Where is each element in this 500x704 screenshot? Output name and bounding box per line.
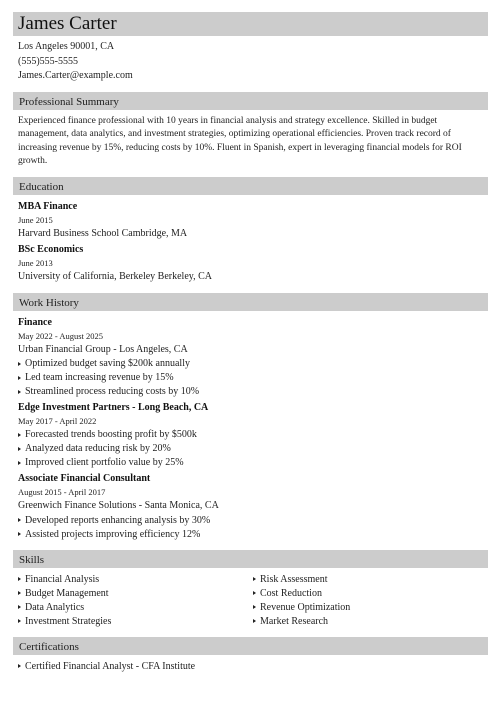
certification-text: Certified Financial Analyst - CFA Institute bbox=[25, 660, 196, 672]
degree: BSc Economics bbox=[18, 244, 84, 255]
work-block bbox=[13, 316, 488, 542]
summary-text: Experienced finance professional with 10 years in financial analysis and strategy excellence. Skilled in budget management, data analytics, and investment strategies, optimizing operational efficiencies. Proven track record of increasing revenue by 15%, reducing costs by 10%. Fluent in Spanish, expert in leveraging financial models for ROI growth. bbox=[18, 115, 462, 166]
bullet-icon bbox=[18, 362, 21, 366]
skills-section-header bbox=[13, 550, 488, 568]
skill-text: Market Research bbox=[260, 615, 329, 627]
work-section-header bbox=[13, 293, 488, 311]
address: Los Angeles 90001, CA bbox=[18, 41, 115, 52]
skill-item bbox=[18, 587, 253, 601]
skill-text: Investment Strategies bbox=[25, 615, 112, 627]
phone: (555)555-5555 bbox=[18, 55, 78, 67]
job-dates: May 2022 - August 2025 bbox=[18, 330, 103, 341]
bullet-item bbox=[18, 428, 488, 442]
bullet-icon bbox=[18, 577, 21, 581]
bullet-icon bbox=[253, 619, 256, 623]
job-company: Greenwich Finance Solutions - Santa Monica, CA bbox=[18, 500, 219, 511]
candidate-name: James Carter bbox=[18, 13, 117, 34]
skill-text: Data Analytics bbox=[25, 601, 85, 613]
skill-item bbox=[253, 573, 488, 587]
job-title: Finance bbox=[18, 316, 52, 328]
skill-item bbox=[253, 587, 488, 601]
work-heading: Work History bbox=[19, 296, 79, 309]
job-bullets bbox=[18, 357, 488, 399]
job-dates: August 2015 - April 2017 bbox=[18, 487, 106, 497]
school: Harvard Business School Cambridge, MA bbox=[18, 227, 188, 239]
bullet-text: Developed reports enhancing analysis by 30% bbox=[25, 514, 211, 526]
skill-item bbox=[18, 573, 253, 587]
bullet-item bbox=[18, 456, 488, 470]
name-header bbox=[13, 12, 488, 36]
graduation-date: June 2015 bbox=[18, 214, 53, 225]
degree: MBA Finance bbox=[18, 200, 78, 212]
skill-text: Financial Analysis bbox=[25, 573, 100, 585]
certifications-block bbox=[13, 660, 488, 674]
bullet-text: Forecasted trends boosting profit by $500k bbox=[25, 429, 197, 440]
skill-text: Budget Management bbox=[25, 587, 109, 599]
certification-item bbox=[18, 660, 488, 674]
summary-section-header bbox=[13, 92, 488, 110]
job-bullets bbox=[18, 514, 488, 542]
job-bullets bbox=[18, 428, 488, 470]
education-block bbox=[13, 200, 488, 285]
bullet-text: Optimized budget saving $200k annually bbox=[25, 358, 190, 369]
bullet-text: Streamlined process reducing costs by 10% bbox=[25, 386, 200, 397]
skill-text: Revenue Optimization bbox=[260, 601, 351, 613]
email: James.Carter@example.com bbox=[18, 70, 133, 81]
skill-item bbox=[18, 601, 253, 615]
skill-text: Risk Assessment bbox=[260, 573, 328, 585]
education-heading: Education bbox=[19, 180, 64, 193]
bullet-icon bbox=[18, 591, 21, 595]
job-company: Urban Financial Group - Los Angeles, CA bbox=[18, 343, 188, 355]
bullet-icon bbox=[18, 619, 21, 623]
contact-info bbox=[13, 40, 488, 84]
summary-heading: Professional Summary bbox=[19, 95, 119, 108]
graduation-date: June 2013 bbox=[18, 258, 53, 268]
bullet-icon bbox=[253, 605, 256, 609]
bullet-icon bbox=[18, 664, 21, 668]
skills-right-column bbox=[253, 573, 488, 629]
bullet-icon bbox=[18, 447, 21, 451]
school: University of California, Berkeley Berkeley, CA bbox=[18, 271, 213, 282]
certifications-heading: Certifications bbox=[19, 640, 79, 653]
bullet-icon bbox=[253, 591, 256, 595]
bullet-text: Assisted projects improving efficiency 12% bbox=[25, 528, 201, 540]
bullet-icon bbox=[18, 532, 21, 536]
skill-text: Cost Reduction bbox=[260, 587, 322, 599]
bullet-text: Analyzed data reducing risk by 20% bbox=[25, 443, 171, 454]
bullet-icon bbox=[18, 433, 21, 437]
skill-item bbox=[18, 615, 253, 629]
resume-page bbox=[13, 12, 488, 674]
bullet-icon bbox=[18, 461, 21, 465]
bullet-item bbox=[18, 357, 488, 371]
bullet-text: Improved client portfolio value by 25% bbox=[25, 457, 184, 468]
bullet-item bbox=[18, 514, 488, 528]
skills-block bbox=[13, 573, 488, 629]
certification-list bbox=[18, 660, 488, 674]
bullet-icon bbox=[18, 518, 21, 522]
bullet-icon bbox=[18, 390, 21, 394]
bullet-icon bbox=[253, 577, 256, 581]
job-title: Edge Investment Partners - Long Beach, CA bbox=[18, 402, 209, 413]
bullet-item bbox=[18, 442, 488, 456]
bullet-item bbox=[18, 528, 488, 542]
education-section-header bbox=[13, 177, 488, 195]
summary-block bbox=[13, 115, 488, 169]
bullet-icon bbox=[18, 605, 21, 609]
bullet-item bbox=[18, 385, 488, 399]
skills-heading: Skills bbox=[19, 553, 45, 566]
certifications-section-header bbox=[13, 637, 488, 655]
job-dates: May 2017 - April 2022 bbox=[18, 416, 97, 426]
job-title: Associate Financial Consultant bbox=[18, 473, 151, 484]
skill-item bbox=[253, 615, 488, 629]
skills-left-column bbox=[18, 573, 253, 629]
skill-item bbox=[253, 601, 488, 615]
bullet-icon bbox=[18, 376, 21, 380]
bullet-text: Led team increasing revenue by 15% bbox=[25, 372, 174, 383]
bullet-item bbox=[18, 371, 488, 385]
